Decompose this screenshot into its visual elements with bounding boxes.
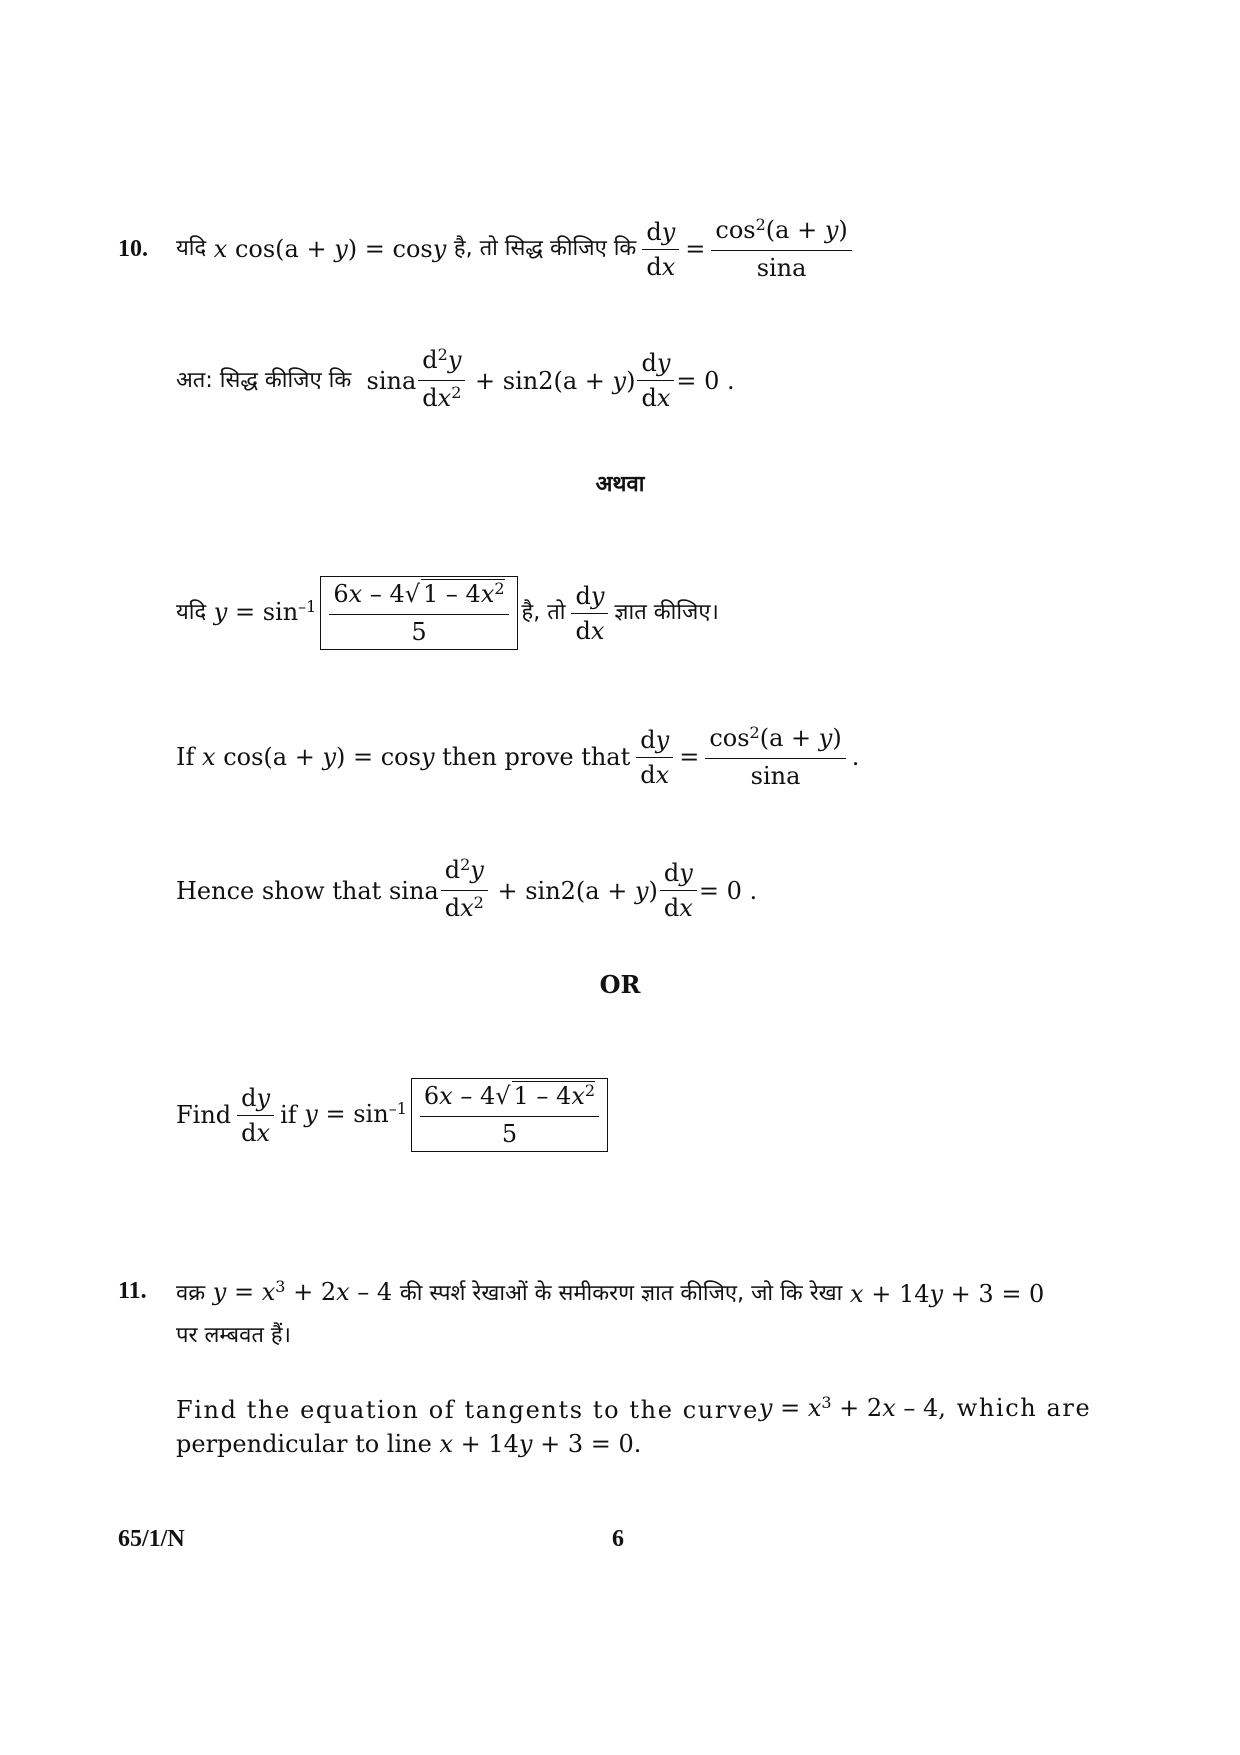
q10-english-statement: If x cos(a + y) = cosy then prove that $\frac{dy}{dx}$ = $\frac{\cos^2(a + y)}{\sin a}$ . bbox=[176, 723, 860, 790]
hindi-prove-text: है, तो सिद्ध कीजिए कि bbox=[453, 236, 637, 261]
dy-dx-fraction: $\frac{dy}{dx}$ bbox=[637, 349, 674, 412]
english-if-alt: if bbox=[280, 1101, 297, 1129]
question-number-10: 10. bbox=[118, 236, 148, 262]
question-number-11: 11. bbox=[118, 1278, 147, 1304]
or-english: OR bbox=[599, 970, 641, 999]
q11-english-line1: Find the equation of tangents to the curve $y = x^3 + 2x - 4$, which are bbox=[176, 1393, 1092, 1424]
bracket-expression: $\frac{6x - 4√ 1 - 4x^2}{5}$ bbox=[411, 1078, 608, 1152]
english-find: Find bbox=[176, 1101, 232, 1129]
dy-dx-fraction: $\frac{dy}{dx}$ bbox=[636, 726, 673, 789]
page-number: 6 bbox=[612, 1526, 624, 1552]
dy-dx-fraction: $\frac{dy}{dx}$ bbox=[571, 582, 608, 645]
paper-code: 65/1/N bbox=[118, 1526, 185, 1552]
dy-dx-fraction: $\frac{dy}{dx}$ bbox=[660, 859, 697, 922]
hindi-hence-text: अत: सिद्ध कीजिए कि bbox=[176, 367, 352, 393]
hindi-if-alt: यदि bbox=[176, 600, 207, 625]
english-perpendicular: perpendicular to line bbox=[176, 1430, 432, 1458]
english-if: If bbox=[176, 743, 195, 771]
q11-hindi-line2: पर लम्बवत हैं। bbox=[176, 1323, 291, 1348]
hindi-curve: वक्र bbox=[176, 1280, 206, 1306]
dy-dx-fraction: $\frac{dy}{dx}$ bbox=[237, 1084, 274, 1147]
q10-english-hence: Hence show that sina $\frac{d^2y}{dx^2}$ + sin2(a + y) $\frac{dy}{dx}$ = 0 . bbox=[176, 856, 757, 925]
hindi-then: है, तो bbox=[521, 600, 566, 625]
hindi-find: ज्ञात कीजिए। bbox=[614, 600, 719, 625]
english-which: , which are bbox=[938, 1394, 1092, 1422]
bracket-expression: $\frac{6x - 4√ 1 - 4x^2}{5}$ bbox=[320, 576, 517, 650]
hindi-tangent-text: की स्पर्श रेखाओं के समीकरण ज्ञात कीजिए, जो कि रेखा bbox=[399, 1280, 843, 1306]
dy-dx-fraction: $\frac{dy}{dx}$ bbox=[642, 218, 679, 281]
q10-hindi-statement: यदि x cos(a + y) = cosy है, तो सिद्ध कीजिए कि $\frac{dy}{dx}$ = $\frac{\cos^2(a + y)}{\sin a}$ bbox=[176, 216, 858, 282]
cos-sq-over-sina: $\frac{\cos^2(a + y)}{\sin a}$ bbox=[705, 724, 845, 790]
d2y-dx2-fraction: $\frac{d^2y}{dx^2}$ bbox=[441, 856, 488, 925]
cos-sq-over-sina: $\frac{\cos^2(a + y)}{\sin a}$ bbox=[711, 216, 851, 282]
q11-english-line2: perpendicular to line x + 14y + 3 = 0. bbox=[176, 1430, 642, 1458]
english-hence-text: Hence show that bbox=[176, 876, 382, 905]
english-prove-text: then prove that bbox=[442, 743, 631, 771]
hindi-if: यदि bbox=[176, 236, 207, 261]
d2y-dx2-fraction: $\frac{d^2y}{dx^2}$ bbox=[418, 346, 465, 415]
english-tangent-text: Find the equation of tangents to the curve bbox=[176, 1395, 759, 1424]
q10-english-alternative: Find $\frac{dy}{dx}$ if $y = \sin^{-1}$ $\frac{6x - 4√ 1 - 4x^2}{5}$ bbox=[176, 1078, 612, 1152]
q11-hindi-line1: वक्र $y = x^3 + 2x - 4$ की स्पर्श रेखाओं के समीकरण ज्ञात कीजिए, जो कि रेखा x + 14y + 3 = 0 bbox=[176, 1277, 1045, 1308]
q10-hindi-hence: अत: सिद्ध कीजिए कि sina $\frac{d^2y}{dx^2}$ + sin2(a + y) $\frac{dy}{dx}$ = 0 . bbox=[176, 346, 735, 415]
equation-given: x cos(a + y) = cosy bbox=[213, 235, 447, 263]
q10-hindi-alternative: यदि $y = \sin^{-1}$ $\frac{6x - 4√ 1 - 4x^2}{5}$ है, तो $\frac{dy}{dx}$ ज्ञात कीजिए। bbox=[176, 576, 719, 650]
or-hindi: अथवा bbox=[595, 472, 645, 497]
